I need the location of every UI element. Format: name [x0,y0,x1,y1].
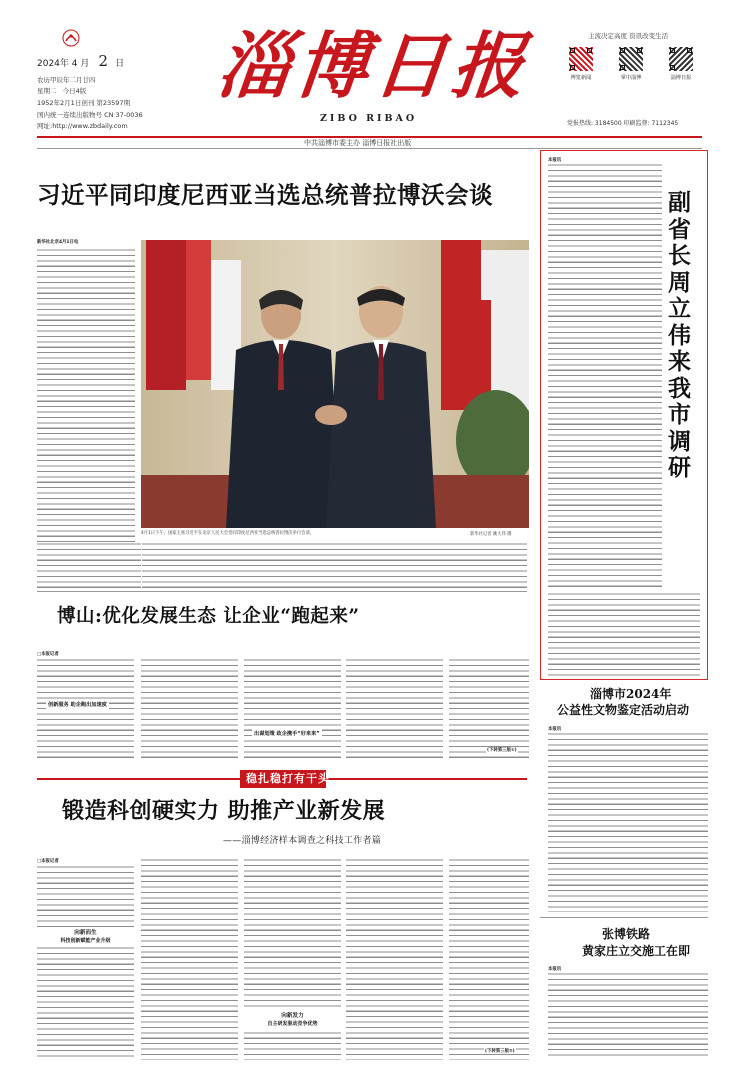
cn-code: 国内统一连续出版物号 CN 37-0036 [37,111,143,119]
photo-credit: 新华社记者 姚大伟 摄 [470,532,512,537]
feature-col [244,858,341,1060]
masthead-slogans: 主流决定高度 资讯改变生活 [588,32,669,40]
lunar-date: 农历甲辰年二月廿四 [37,76,96,84]
right-col-2-byline: 本报讯 [548,967,562,972]
right-col-2-headline-line1: 张博铁路 [602,927,651,941]
boshan-continued: (下转第三版①) [487,748,517,753]
feature-subhead-2 [244,1010,341,1028]
website: 网址:http://www.zbdaily.com [37,122,128,130]
app-item[interactable] [617,47,645,81]
lead-photo [141,240,529,528]
weekday-line [37,86,86,95]
app-label: 博览新闻 [570,75,592,81]
feature-col [141,858,238,1060]
right-col-1-byline: 本报讯 [548,727,562,732]
right-col-1-body [548,732,708,912]
photo-caption: 4月1日下午，国家主席习近平在北京人民大会堂同印度尼西亚当选总统普拉博沃举行会谈。 [141,531,315,536]
feature-col [37,865,134,1060]
section-banner [37,770,527,788]
lead-body-continued [37,542,527,588]
right-col-2-headline-line2: 黄家庄立交施工在即 [582,944,691,958]
boshan-subhead-2: 出谋划策 政企携手“好来来” [254,731,320,737]
boshan-col [244,658,341,758]
weekday: 星期二 [37,87,57,95]
right-box-byline: 本报讯 [548,158,562,163]
right-box-headline: 副省长周立伟来我市调研 [668,189,691,481]
issue-date: 2024年 4 月 2 日 [37,52,125,70]
app-label: 淄博日报 [670,75,692,81]
newspaper-pinyin: ZIBO RIBAO [320,113,418,124]
right-col-2-body [548,972,708,1060]
right-col-1-headline-line2: 公益性文物鉴定活动启动 [557,703,690,717]
app-item[interactable] [667,47,695,81]
page-count: 今日4版 [62,87,87,95]
feature-subhead-1 [37,927,134,945]
feature-byline: □本报记者 [37,859,59,864]
feature-subhead-1-title: 向新而生 [74,930,97,936]
boshan-col [346,658,443,758]
date-year: 2024年 4 月 [37,59,90,69]
boshan-subhead-1: 创新服务 助企跑出加速度 [48,702,107,708]
lead-body [37,239,135,545]
boshan-byline: □本报记者 [37,652,59,657]
app-qr-group [567,47,707,97]
feature-col [346,858,443,1060]
right-box-body [548,163,662,591]
phone-lines: 党报热线: 3184500 印刷监督: 7112345 [567,120,679,127]
lead-dateline: 新华社北京4月1日电 [37,240,79,245]
sponsor-line: 中共淄博市委主办 淄博日报社出版 [300,138,415,148]
boshan-col [449,658,529,758]
masthead [0,0,739,147]
qr-code-icon [669,47,693,71]
app-item[interactable] [567,47,595,81]
feature-headline: 锻造科创硬实力 助推产业新发展 [62,799,386,824]
feature-continued: (下转第三版②) [485,1049,515,1054]
boshan-headline: 博山:优化发展生态 让企业“跑起来” [57,606,360,627]
banner-label: 稳扎稳打有干头 [246,772,330,785]
feature-subhead: ——淄博经济样本调查之科技工作者篇 [223,836,382,846]
right-box-body-bottom [548,592,700,676]
qr-code-icon [569,47,593,71]
lead-headline: 习近平同印度尼西亚当选总统普拉博沃会谈 [37,181,493,209]
feature-subhead-2-text: 自主研发驱动竞争优势 [267,1021,318,1027]
boshan-col [141,658,238,758]
newspaper-logo-icon [62,29,80,47]
app-label: 掌中淄博 [620,75,642,81]
qr-code-icon [619,47,643,71]
feature-subhead-2-title: 向新发力 [281,1013,304,1019]
right-col-1-headline-line1: 淄博市2024年 [590,687,672,701]
date-day: 2 [98,52,108,70]
feature-subhead-1-text: 科技创新赋能产业升级 [60,938,111,944]
feature-col [449,858,529,1060]
founded-line: 1952年2月1日创刊 第23597期 [37,99,131,107]
newspaper-title: 淄博日报 [213,23,535,108]
